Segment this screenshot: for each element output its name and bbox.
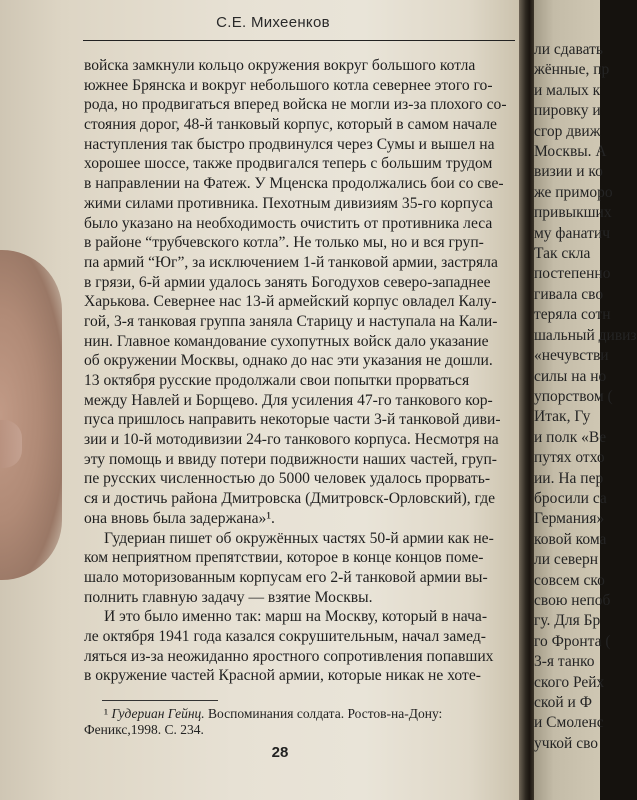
right-page-text [534,40,637,754]
footnote-line [84,722,514,738]
footnote [84,706,514,738]
right-page-line: Так скла [534,245,591,263]
page-number: 28 [271,744,289,761]
text-line: зии и 10-й мотодивизии 24-го танкового корпуса. Несмотря на [84,431,499,449]
text-line: 13 октября русские продолжали свои попытки прорваться [84,372,470,389]
text-line: пуса пришлось направить некоторые части 3-й танковой диви- [84,411,501,429]
right-page-line: и полк «Ве [534,428,607,446]
right-page-line: свою непоб [534,591,611,609]
right-page-line: учкой сво [534,734,599,752]
footnote-author: Гудериан Гейнц. [111,706,205,721]
text-line: шало моторизованным корпусам его 2-й танковой армии вы- [84,568,488,586]
right-page-line: Итак, Гу [534,408,591,426]
right-page-line: и малых к [534,81,601,99]
right-page-line: пировку и [534,102,601,120]
text-line: жими силами противника. Пехотным дивизиям 35-го корпуса [84,194,493,212]
right-page-line: гивала сво [534,285,604,303]
right-page-line: ской и Ф [534,694,592,711]
right-page-line: сгор движ [534,122,601,140]
text-line: было указано на необходимость очистить от противника леса [84,214,493,232]
footnote-marker: ¹ [104,706,112,721]
header-rule [83,40,515,41]
text-line: стояния дорог, 48-й танковый корпус, который в самом начале [84,116,497,134]
text-line: в окружение частей Красной армии, которые никак не хоте- [84,667,481,685]
right-page-line: путях отхо [534,449,605,467]
right-page-line: постепенно [534,265,611,283]
text-line: Гудериан пишет об окружённых частях 50-й армии как не- [104,529,494,547]
right-page-line: визии и ко [534,163,603,181]
right-page-line: и Смоленс [534,714,604,732]
right-page-line: совсем ско [534,571,605,589]
footnote-rule [102,700,218,701]
right-page-line: привыкших [534,204,612,222]
right-page-line: бросили са [534,489,607,507]
right-page-line: ли сдавать [534,41,603,58]
text-line: южнее Брянска и вокруг небольшого котла севернее этого го- [84,76,493,94]
right-page-line: ского Рейх [534,673,605,691]
text-line: наступления так быстро продвинулся через Сумы и вышел на [84,135,495,153]
text-line: пе русских численностью до 5000 человек удалось прорвать- [84,470,491,488]
text-line: рода, но продвигаться вперед войска не могли из-за плохого со- [84,96,507,114]
text-line: эту помощь и ввиду потери подвижности наших частей, груп- [84,450,497,468]
right-page-line: теряла сотн [534,306,611,324]
right-page-line: силы на но [534,367,607,385]
text-line: нин. Главное командование сухопутных войск дало указание [84,332,489,350]
right-page-line: го Фронта ( [534,632,611,650]
text-line: Харькова. Севернее нас 13-й армейский корпус овладел Калу- [84,293,497,311]
right-page-line: ли северн [534,551,599,569]
text-line: гой, 3-я танковая группа заняла Старицу и наступала на Кали- [84,312,498,330]
book-gutter [519,0,534,800]
footnote-text: Воспоминания солдата. Ростов-на-Дону: [204,706,443,721]
text-line: полнить главную задачу — взятие Москвы. [84,588,373,606]
text-line: она вновь была задержана»¹. [84,509,275,527]
text-line: ком неприятном препятствии, которое в конце концов поме- [84,549,484,567]
right-page-line: ковой кома [534,530,607,548]
right-page-line: Москвы. А [534,143,607,161]
right-page-line: шальный дивиз [534,326,637,344]
text-line: хорошее шоссе, также продвигался теперь с большим трудом [84,155,493,173]
right-page-line: Германия» [534,510,605,528]
text-line: ле октября 1941 года казался сокрушительным, начал замед- [84,627,486,645]
thumb [0,250,62,580]
right-page-line: 3-я танко [534,653,595,671]
text-line: па армий “Юг”, за исключением 1-й танковой армии, застряла [84,253,498,271]
right-page-line: ии. На пер [534,469,604,487]
right-page-line: «нечувстви [534,347,609,365]
footnote-line [84,706,514,722]
right-page-line: му фанатич [534,224,610,242]
body-text [84,56,512,686]
text-line: войска замкнули кольцо окружения вокруг большого котла [84,57,476,74]
right-page-line: гу. Для Бр [534,612,601,630]
right-page [534,0,637,800]
text-line: в грязи, 6-й армии удалось занять Богодухов северо-западнее [84,273,491,291]
text-line: об окружении Москвы, однако до нас эти указания не дошли. [84,352,493,370]
running-header: С.Е. Михеенков [216,14,330,31]
footnote-text: Феникс,1998. С. 234. [84,722,204,737]
right-page-line: жённые, пр [534,61,610,79]
text-line: между Навлей и Борщево. Для усиления 47-го танкового кор- [84,391,493,409]
text-line: в районе “трубчевского котла”. Не только мы, но и вся груп- [84,234,484,252]
right-page-line: упорством ( [534,387,613,405]
text-line: ся и достичь района Дмитровска (Дмитровск-Орловский), где [84,490,496,508]
right-page-line: же приморо [534,183,613,201]
text-line: И это было именно так: марш на Москву, который в нача- [104,608,488,626]
text-line: ляться из-за неожиданно яростного сопротивления попавших [84,647,494,665]
text-line: в направлении на Фатеж. У Мценска продолжались бои со све- [84,175,504,193]
